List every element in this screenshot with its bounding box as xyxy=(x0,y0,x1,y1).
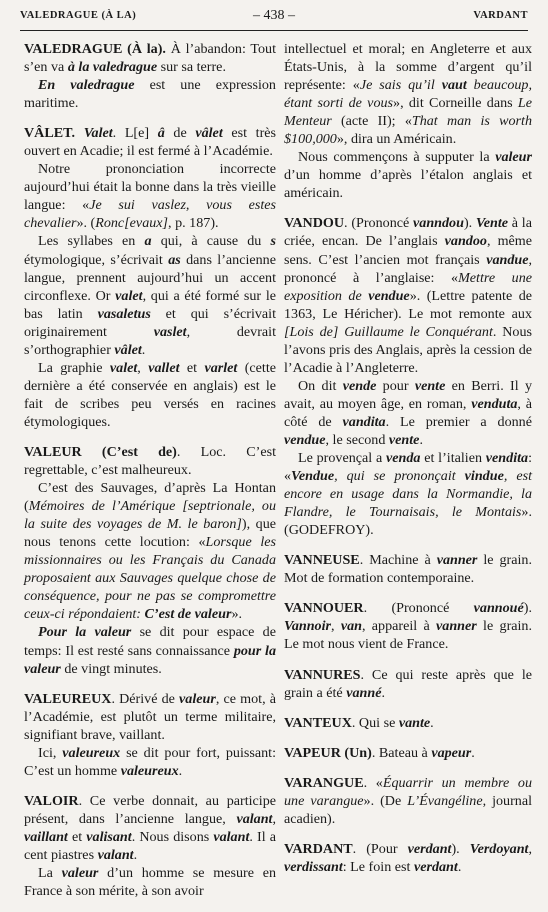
emphasized-word: verdissant xyxy=(284,858,343,875)
emphasized-word: as xyxy=(168,251,181,268)
body-text: de vingt minutes. xyxy=(60,660,162,677)
entry-paragraph xyxy=(24,160,276,232)
emphasized-word: Vente xyxy=(475,215,509,232)
body-text: est une expression maritime. xyxy=(24,77,276,112)
italic-text: , est encore en usage dans la Normandie, la Flandre, le Tournaisais, le Montais xyxy=(284,468,532,521)
emphasized-word: Valet xyxy=(83,125,113,142)
body-text: est très ouvert en Acadie; il est fermé à l’Académie. xyxy=(24,125,277,160)
body-text: Nous commençons à supputer la xyxy=(298,149,496,166)
emphasized-word: vendita xyxy=(485,450,529,467)
emphasized-word: vendue xyxy=(368,287,410,304)
body-text: étymologique, s’écrivait xyxy=(24,251,169,268)
emphasized-word: â xyxy=(157,125,165,142)
dictionary-entry xyxy=(284,840,532,876)
body-text: . Il a cent piastres xyxy=(24,828,276,863)
body-text: La graphie xyxy=(38,359,110,376)
emphasized-word: vanndou xyxy=(413,215,464,232)
italic-text: Équarrir un membre ou une varangue xyxy=(284,774,532,809)
emphasized-word: venda xyxy=(386,450,421,467)
body-text: ». (GODEFROY). xyxy=(284,504,532,539)
body-text: . Machine à xyxy=(359,552,437,569)
body-text: intellectuel et moral; en Angleterre et aux États-Unis, à la somme d’argent qu’il représente: « xyxy=(284,41,532,94)
entry-paragraph xyxy=(284,449,532,539)
entry-headword: VARDANT xyxy=(284,840,353,857)
emphasized-word: valant xyxy=(236,810,273,827)
dictionary-entry xyxy=(24,124,276,431)
body-text: On dit xyxy=(298,377,343,394)
body-text: . Qui se xyxy=(351,714,399,731)
body-text: se dit pour fort, puissant: C’est un homme xyxy=(24,744,276,779)
entry-paragraph xyxy=(284,666,532,702)
italic-text: Lorsque les missionnaires ou les Français du Canada proposaient aux Sauvages quelque chose de conséquence, pour ne pas se compromettre ceux-ci répondaient: xyxy=(24,534,276,623)
emphasized-word: verdant xyxy=(407,840,452,857)
body-text: . (Pour xyxy=(352,840,408,857)
entry-paragraph xyxy=(24,443,276,479)
body-text: pour xyxy=(376,377,415,394)
dictionary-entry xyxy=(24,443,276,678)
emphasized-word: vannoué xyxy=(473,600,524,617)
body-text: . Nous disons xyxy=(131,828,214,845)
italic-text: Mettre une exposition de xyxy=(284,269,532,304)
body-text: », dit Corneille dans xyxy=(393,95,518,112)
italic-text: [Lois de] Guillaume le Conquérant xyxy=(284,323,493,340)
body-text: qui, à cause du xyxy=(151,233,271,250)
dictionary-entry xyxy=(284,599,532,653)
body-text: , xyxy=(528,840,532,857)
body-text: . xyxy=(430,714,434,731)
body-text: et qui s’écrivait originairement xyxy=(24,305,276,340)
body-text: et xyxy=(179,359,205,376)
emphasized-word: valet xyxy=(109,359,138,376)
body-text: , ce mot, à l’Académie, est plutôt un terme militaire, signifiant brave, vaillant. xyxy=(24,690,276,743)
body-text: . xyxy=(457,858,462,875)
body-text: Notre prononciation incorrecte aujourd’hui était la bonne dans la très vieille langue: « xyxy=(24,161,276,214)
body-text: : « xyxy=(284,450,532,485)
emphasized-word: s xyxy=(270,233,276,250)
emphasized-word: vandue xyxy=(486,251,529,268)
italic-text: L’Évangéline xyxy=(407,792,483,809)
body-text: ». (Lettre patente de 1363, Le Héricher). Le mot remonte aux xyxy=(284,287,533,322)
italic-text: Le Menteur xyxy=(284,95,532,130)
emphasized-word: vaillant xyxy=(24,828,68,845)
entry-paragraph xyxy=(24,40,276,76)
emphasized-word: pour la valeur xyxy=(24,642,276,677)
body-text: , même sens. C’est l’ancien mot français xyxy=(284,233,532,268)
dictionary-entry xyxy=(284,666,532,702)
body-text: ). xyxy=(451,840,470,857)
emphasized-word: vâlet xyxy=(195,125,223,142)
emphasized-word: vaslet xyxy=(153,323,187,340)
body-text: », dira un Américain. xyxy=(336,131,457,148)
emphasized-word: En valedrague xyxy=(38,77,135,94)
emphasized-word: vende xyxy=(342,377,377,394)
entry-paragraph xyxy=(284,840,532,876)
emphasized-word: vaut xyxy=(441,77,467,94)
emphasized-word: valeur xyxy=(179,690,216,707)
body-text: . xyxy=(141,341,146,358)
body-text: Les syllabes en xyxy=(38,233,145,250)
entry-paragraph xyxy=(24,792,276,864)
entry-headword: VANTEUX xyxy=(284,714,352,731)
entry-headword: VANDOU xyxy=(284,215,345,232)
emphasized-word: vapeur xyxy=(431,744,472,761)
italic-text: beaucoup, étant sorti de vous xyxy=(284,77,533,112)
emphasized-word: van xyxy=(340,618,362,635)
entry-headword: VÂLET. xyxy=(24,125,76,142)
body-text: se dit pour espace de temps: Il est resté sans connaissance xyxy=(24,624,276,659)
entry-headword: VALEDRAGUE (À la). xyxy=(24,41,166,57)
body-text: . Dérivé de xyxy=(111,690,180,707)
body-text: le grain. Le mot nous vient de France. xyxy=(284,618,533,653)
emphasized-word: valeureux xyxy=(62,744,121,761)
emphasized-word: Vannoir xyxy=(284,618,332,635)
body-text: . Ce qui reste après que le grain a été xyxy=(284,666,532,701)
body-text: ). xyxy=(523,600,532,617)
body-text: Le provençal a xyxy=(298,450,387,467)
right-column xyxy=(284,40,532,888)
body-text: . Ce verbe donnait, au participe présent, dans l’ancienne langue, xyxy=(24,792,276,827)
entry-paragraph xyxy=(24,479,276,623)
body-text: , journal acadien). xyxy=(284,792,533,827)
dictionary-entry xyxy=(284,744,532,762)
entry-paragraph xyxy=(284,551,532,587)
emphasized-word: Pour la valeur xyxy=(38,624,132,641)
entry-headword: VANNURES xyxy=(284,666,361,683)
running-header xyxy=(20,8,528,30)
body-text: . L[e] xyxy=(112,125,158,142)
italic-text: Mémoires de l’Amérique [septrionale, ou la suite des voyages de M. le baron] xyxy=(24,498,276,533)
emphasized-word: vente xyxy=(388,431,420,448)
page-number: – 438 – xyxy=(253,8,295,23)
body-text: Ici, xyxy=(38,744,63,761)
entry-headword: VANNEUSE xyxy=(284,552,360,569)
body-text: sur sa terre. xyxy=(157,59,226,76)
body-text: en Berri. Il y avait, au moyen âge, en roman, xyxy=(284,377,532,412)
entry-paragraph xyxy=(24,690,276,744)
body-text: , qui a été formé sur le bas latin xyxy=(24,287,276,322)
entry-paragraph xyxy=(284,774,532,828)
emphasized-word: venduta xyxy=(471,395,518,412)
body-text: (cette dernière a été conservée en anglais) est le fait de scribes peu versés en racines étymologiques. xyxy=(24,359,276,430)
body-text: et l’italien xyxy=(420,450,486,467)
body-text: de xyxy=(164,125,196,142)
dictionary-entry xyxy=(24,792,276,900)
body-text: , appareil à xyxy=(361,618,437,635)
body-text: À l’abandon: Tout s’en va xyxy=(24,41,276,76)
body-text: . xyxy=(381,684,385,701)
emphasized-word: vâlet xyxy=(114,341,142,358)
body-text: le grain. Mot de formation contemporaine. xyxy=(284,552,532,587)
emphasized-word: vallet xyxy=(148,359,180,376)
body-text: . xyxy=(419,431,423,448)
entry-headword: VANNOUER xyxy=(284,600,364,617)
body-text: d’un homme d’après l’étalon anglais et américain. xyxy=(284,167,532,202)
header-right-guide-word: VARDANT xyxy=(473,10,528,21)
entry-paragraph xyxy=(284,714,532,732)
dictionary-entry xyxy=(24,690,276,780)
body-text: ». xyxy=(231,606,243,623)
header-left-guide-word: VALEDRAGUE (À LA) xyxy=(20,10,137,21)
entry-headword: VALEUR (C’est de) xyxy=(24,443,177,460)
body-text xyxy=(75,125,84,141)
dictionary-entry xyxy=(284,551,532,587)
italic-text: , qui se prononçait xyxy=(334,468,465,485)
entry-paragraph xyxy=(24,744,276,780)
emphasized-word: varlet xyxy=(204,359,238,376)
dictionary-entry xyxy=(284,40,532,202)
body-text: . xyxy=(178,762,183,779)
entry-paragraph xyxy=(284,744,532,762)
entry-paragraph xyxy=(24,232,276,358)
emphasized-word: valeur xyxy=(495,149,532,166)
body-text: d’un homme se mesure en France à son mérite, à son avoir xyxy=(24,865,277,900)
header-rule xyxy=(20,30,528,31)
body-text: . Nous l’avons pris des Anglais, après la cession de l’Acadie à l’Angleterre. xyxy=(284,323,532,376)
body-text: dans l’ancienne langue, prennent aujourd’hui un accent circonflexe. Or xyxy=(24,251,276,304)
emphasized-word: vindue xyxy=(464,468,504,485)
emphasized-word: vasaletus xyxy=(97,305,151,322)
emphasized-word: à la valedrague xyxy=(67,59,158,76)
emphasized-word: Vendue xyxy=(291,468,335,485)
emphasized-word: valet xyxy=(115,287,143,304)
left-column xyxy=(24,40,276,912)
entry-paragraph xyxy=(284,214,532,376)
entry-paragraph xyxy=(284,599,532,653)
emphasized-word: vanner xyxy=(436,618,477,635)
entry-paragraph xyxy=(24,124,276,160)
body-text: ». (De xyxy=(363,792,408,809)
entry-paragraph xyxy=(284,377,532,449)
body-text: , xyxy=(272,810,276,827)
entry-headword: VALOIR xyxy=(24,792,79,809)
entry-paragraph xyxy=(24,864,276,900)
dictionary-entry xyxy=(284,214,532,539)
emphasized-word: vendue xyxy=(284,431,326,448)
dictionary-entry xyxy=(24,40,276,112)
emphasized-word: valeureux xyxy=(120,762,179,779)
emphasized-word: vandoo xyxy=(444,233,487,250)
body-text: ». ( xyxy=(76,215,96,232)
body-text: , le second xyxy=(325,431,389,448)
body-text: . (Prononcé xyxy=(363,600,474,617)
body-text: . xyxy=(133,846,138,863)
body-text: . Loc. C’est regrettable, c’est malheureux. xyxy=(24,443,276,479)
emphasized-word: vente xyxy=(414,377,446,394)
body-text: , devrait s’orthographier xyxy=(24,323,276,358)
entry-headword: VALEUREUX xyxy=(24,690,112,707)
body-text: C’est des Sauvages, d’après La Hontan ( xyxy=(24,480,276,515)
emphasized-word: vanné xyxy=(346,684,382,701)
body-text: à la criée, encan. De l’anglais xyxy=(284,215,532,250)
body-text: . (Prononcé xyxy=(344,215,414,232)
italic-text: Je sui vaslez, vous estes chevalier xyxy=(24,197,277,232)
body-text: ), que nous tenons cette locution: « xyxy=(24,516,276,551)
entry-paragraph xyxy=(284,40,532,148)
body-text: . Le premier a donné xyxy=(385,413,532,430)
body-text: , xyxy=(331,618,341,635)
body-text: , p. 187). xyxy=(168,215,219,232)
body-text: . xyxy=(471,744,475,761)
emphasized-word: vante xyxy=(398,714,431,731)
body-text: La xyxy=(38,865,62,882)
body-text: ). xyxy=(463,215,476,232)
italic-text: Ronc[evaux] xyxy=(95,215,169,232)
body-text: , xyxy=(137,359,149,376)
entry-paragraph xyxy=(24,359,276,431)
emphasized-word: a xyxy=(144,233,152,250)
emphasized-word: valeur xyxy=(61,865,99,882)
emphasized-word: valisant xyxy=(86,828,132,845)
emphasized-word: valant xyxy=(97,846,134,863)
body-text: : Le foin est xyxy=(342,858,414,875)
emphasized-word: verdant xyxy=(413,858,458,875)
body-text: et xyxy=(67,828,87,845)
body-text: , à côté de xyxy=(284,395,532,430)
italic-text: That man is worth $100,000 xyxy=(284,113,532,148)
dictionary-entry xyxy=(284,714,532,732)
entry-paragraph xyxy=(24,76,276,112)
emphasized-word: C’est de valeur xyxy=(144,606,232,623)
entry-headword: VARANGUE xyxy=(284,774,364,791)
entry-paragraph xyxy=(284,148,532,202)
emphasized-word: vandita xyxy=(342,413,386,430)
emphasized-word: valant xyxy=(213,828,250,845)
body-text: , prononcé à l’anglaise: « xyxy=(284,251,532,286)
body-text: (acte II); « xyxy=(331,113,412,130)
entry-paragraph xyxy=(24,623,276,677)
body-text: . « xyxy=(363,774,383,791)
emphasized-word: Verdoyant xyxy=(469,840,529,857)
emphasized-word: vanner xyxy=(436,552,478,569)
dictionary-entry xyxy=(284,774,532,828)
italic-text: Je sais qu’il xyxy=(359,77,442,94)
body-text: . Bateau à xyxy=(371,744,432,761)
entry-headword: VAPEUR (Un) xyxy=(284,744,372,761)
